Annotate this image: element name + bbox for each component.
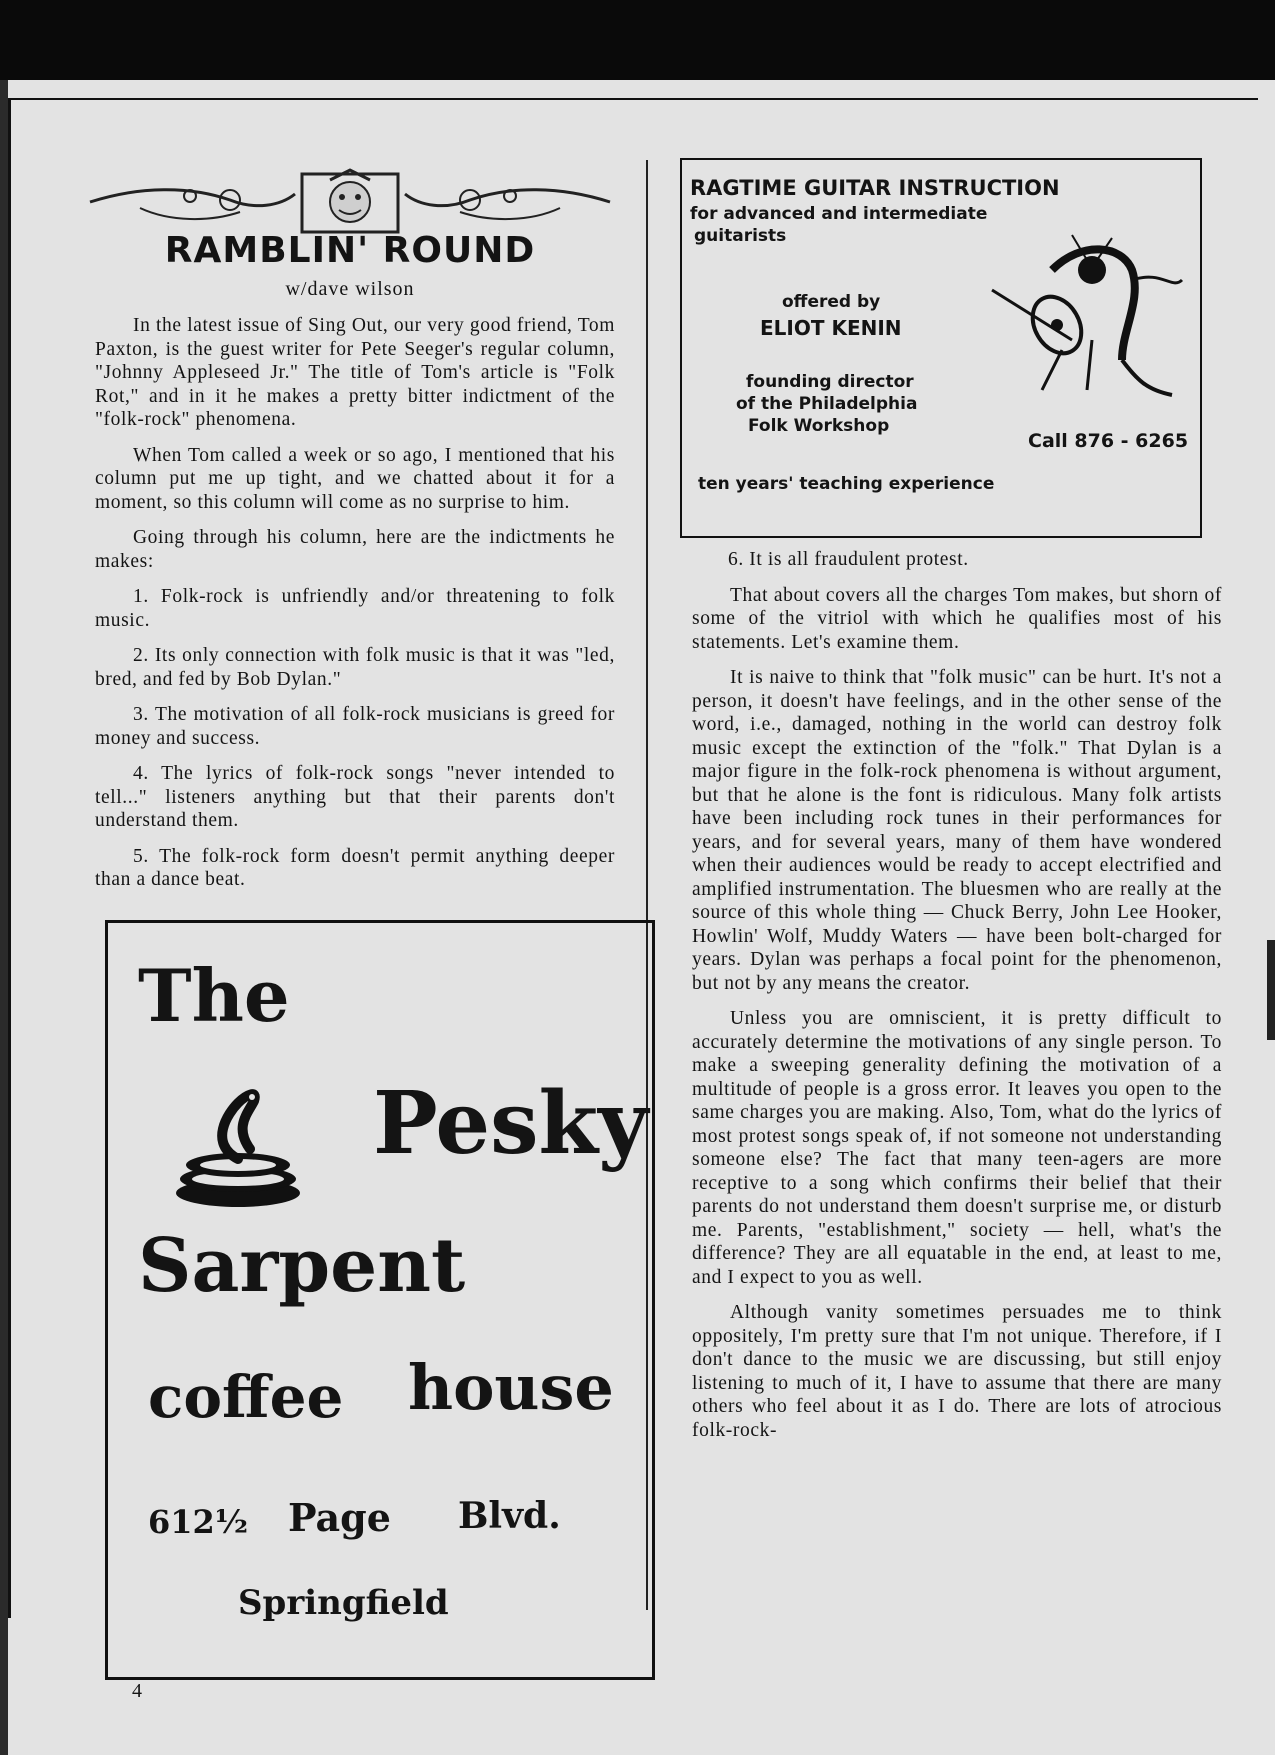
indictment-item: 4. The lyrics of folk-rock songs "never intended to tell..." listeners anything but that their parents don't understand them.: [95, 763, 615, 831]
ad-role-line2: of the Philadelphia: [736, 394, 918, 414]
column-title: RAMBLIN' ROUND: [164, 230, 536, 271]
paragraph: In the latest issue of Sing Out, our very good friend, Tom Paxton, is the guest writer for Pete Seeger's regular column, "Johnny Appleseed Jr." The title of Tom's article is "Folk Rot," and in it he makes a pretty bitter indictment of the "folk-rock" phenomena.: [95, 315, 615, 430]
indictment-item: 3. The motivation of all folk-rock musicians is greed for money and success.: [95, 704, 615, 749]
ragtime-guitar-advertisement: [680, 158, 1202, 538]
ad-role-line3: Folk Workshop: [748, 416, 890, 436]
left-column-text: [95, 314, 615, 904]
page-number: 4: [132, 1680, 142, 1702]
ad-address-street: Page: [288, 1495, 391, 1540]
ad-role-line1: founding director: [746, 372, 914, 392]
paragraph: Although vanity sometimes persuades me to think oppositely, I'm pretty sure that I'm not unique. Therefore, if I don't dance to the music we are discussing, but still enjoy listening to much of it, I have to assume that there are many others who feel about it as I do. There are lots of atrocious folk-rock-: [692, 1302, 1222, 1441]
scroll-ornament-with-face-icon: [80, 166, 620, 236]
column-rule-top: [8, 98, 1258, 100]
indictment-item: 1. Folk-rock is unfriendly and/or threatening to folk music.: [95, 586, 615, 631]
ad-address-suffix: Blvd.: [458, 1495, 561, 1537]
ad-experience: ten years' teaching experience: [698, 474, 995, 494]
ad-teacher-name: ELIOT KENIN: [760, 316, 902, 340]
magazine-page: [0, 80, 1275, 1755]
ad-word-pesky: Pesky: [373, 1073, 649, 1174]
pesky-sarpent-advertisement: [105, 920, 655, 1680]
ad-word-coffee: coffee: [148, 1363, 344, 1431]
ad-word-the: The: [138, 953, 290, 1038]
page-binding-shadow: [0, 80, 8, 1755]
column-byline: w/dave wilson: [285, 278, 415, 300]
ad-word-sarpent: Sarpent: [138, 1223, 466, 1309]
ad-address-number: 612½: [148, 1503, 249, 1541]
ad-word-house: house: [408, 1351, 614, 1424]
ad-heading: RAGTIME GUITAR INSTRUCTION: [690, 176, 1060, 200]
ad-city: Springfield: [238, 1583, 449, 1623]
right-column-text: [692, 548, 1222, 1454]
ad-subheading-line1: for advanced and intermediate: [690, 204, 988, 224]
insect-playing-guitar-icon: [972, 230, 1192, 410]
paragraph: Unless you are omniscient, it is pretty difficult to accurately determine the motivations of any single person. To make a sweeping generality defining the motivation of a multitude of people is a gross error. It leaves you open to the same charges you are making. Also, Tom, what do the lyrics of most protest songs speak of, if not someone not understanding someone else? The fact that many teen-agers are more receptive to a song which confirms their belief that their parents do not understand them doesn't surprise me, or disturb me. Parents, "establishment," society — hell, what's the difference? They are all equatable in the end, at least to me, and I expect to you as well.: [692, 1008, 1222, 1288]
indictment-item: 6. It is all fraudulent protest.: [728, 549, 969, 570]
paragraph: It is naive to think that "folk music" can be hurt. It's not a person, it doesn't have feelings, and in the other sense of the word, i.e., damaged, nothing in the world can destroy folk music except the extinction of the "folk." That Dylan is a major figure in the folk-rock phenomena is without argument, but that he alone is the font is ridiculous. Many folk artists have been including rock tunes in their performances for years, and for several years, many of them have wondered when their audiences would be ready to accept electrified and amplified instrumentation. The bluesmen who are really at the source of this whole thing — Chuck Berry, John Lee Hooker, Howlin' Wolf, Muddy Waters — have been bolt-charged for years. Dylan was perhaps a focal point for the phenomenon, but not by any means the creator.: [692, 667, 1222, 994]
ad-phone: Call 876 - 6265: [1028, 430, 1189, 452]
indictment-item: 5. The folk-rock form doesn't permit anything deeper than a dance beat.: [95, 845, 615, 890]
coiled-snake-icon: [168, 1083, 308, 1213]
page-edge-mark: [1267, 940, 1275, 1040]
paragraph: Going through his column, here are the indictments he makes:: [95, 527, 615, 572]
paragraph: That about covers all the charges Tom makes, but shorn of some of the vitriol with which he qualifies most of his statements. Let's examine them.: [692, 584, 1222, 653]
ad-subheading-line2: guitarists: [694, 226, 787, 246]
ad-offered-by: offered by: [782, 292, 881, 312]
indictment-item: 2. Its only connection with folk music is that it was "led, bred, and fed by Bob Dylan.": [95, 645, 615, 690]
paragraph: When Tom called a week or so ago, I mentioned that his column put me up tight, and we chatted about it for a moment, so this column will come as no surprise to him.: [95, 444, 615, 513]
column-rule-left: [8, 98, 11, 1618]
